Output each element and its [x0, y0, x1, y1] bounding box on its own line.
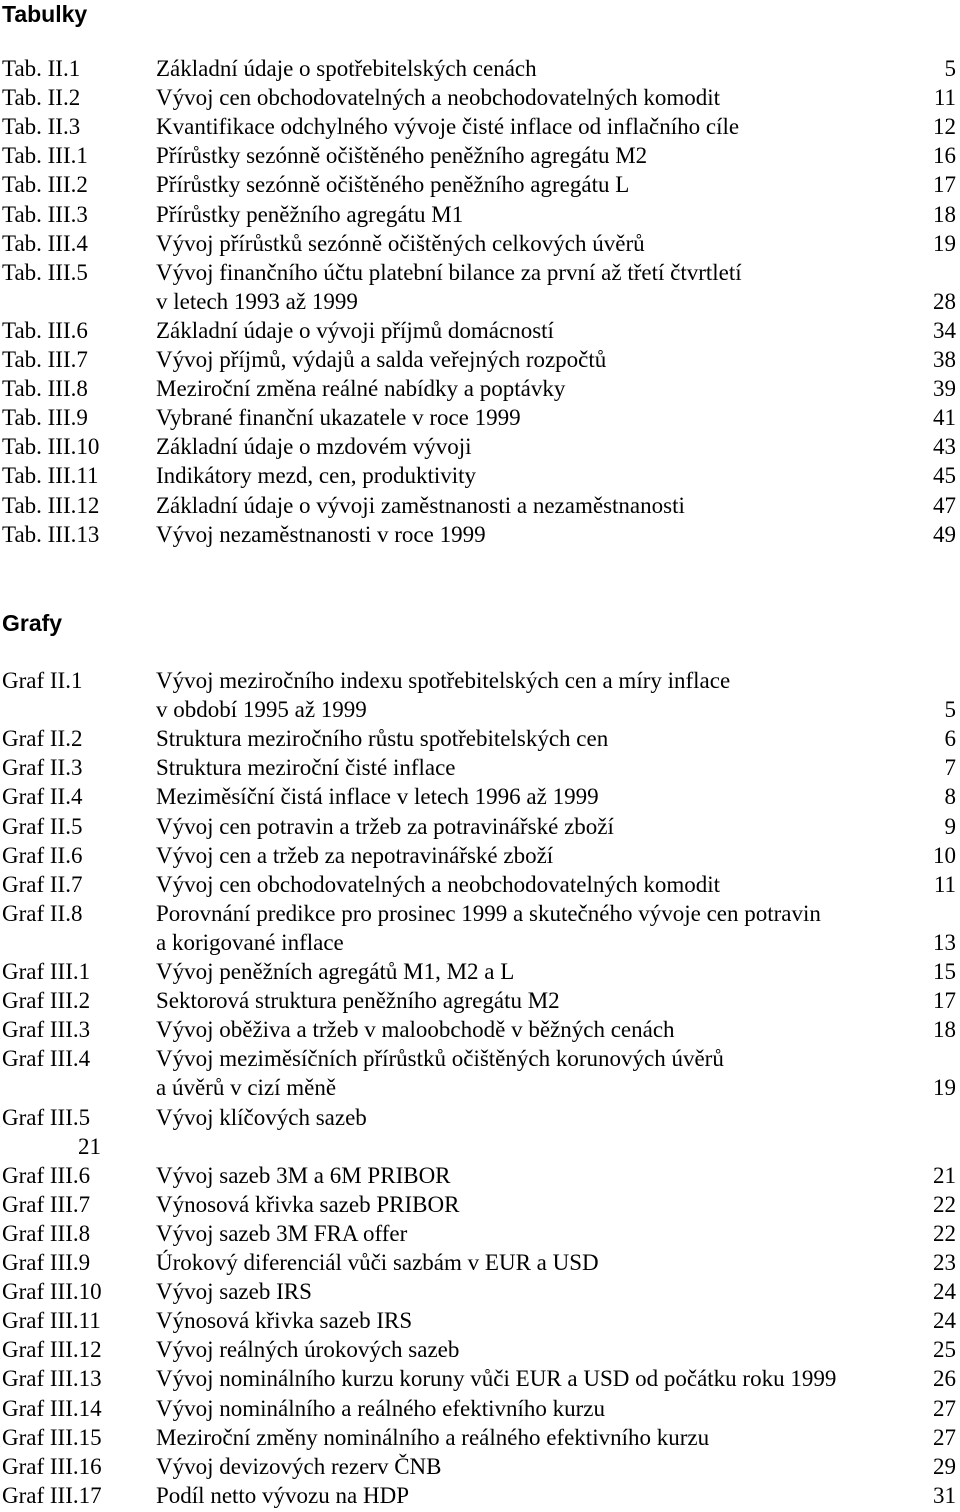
graph-entry: [0, 899, 960, 928]
table-entry-title: Kvantifikace odchylného vývoje čisté inflace od inflačního cíle: [156, 114, 740, 140]
graph-entry-code: Graf II.1: [2, 668, 83, 693]
graph-entry-page: 23: [933, 1250, 956, 1275]
graph-entry-page: 10: [933, 842, 956, 868]
graph-entry-title: Vývoj nominálního a reálného efektivního kurzu: [156, 1395, 606, 1421]
graph-entry-page: 8: [944, 784, 956, 810]
table-entry-code: Tab. II.3: [2, 114, 81, 140]
table-entry: [0, 316, 960, 345]
graph-entry-page: 24: [933, 1308, 956, 1334]
table-entry-code: Tab. III.7: [2, 347, 88, 372]
table-entry-page: 41: [933, 405, 956, 431]
table-entry: [0, 491, 960, 520]
graph-entry-title: Vývoj sazeb 3M FRA offer: [156, 1220, 408, 1246]
table-entry-title: Přírůstky peněžního agregátu M1: [156, 201, 464, 227]
graph-entry-page: 31: [933, 1482, 956, 1508]
graph-entry-code: Graf III.2: [2, 988, 91, 1014]
graph-entry: [0, 753, 960, 782]
table-entry-code: Tab. III.11: [2, 463, 99, 489]
graph-entry-code: Graf III.14: [2, 1395, 102, 1421]
table-entry-page: 12: [933, 114, 956, 140]
graph-entry: [0, 666, 960, 695]
graph-entry-title: Podíl netto vývozu na HDP: [156, 1482, 409, 1508]
graph-entry-page: 11: [933, 871, 956, 897]
graph-entry-code: Graf III.11: [2, 1308, 101, 1334]
graph-entry-code: Graf II.8: [2, 900, 83, 926]
table-entry: [0, 520, 960, 549]
graph-entry: [0, 1364, 960, 1393]
table-entry-page: 34: [933, 317, 956, 343]
graph-entry-code: Graf III.4: [2, 1046, 91, 1072]
tables-heading: Tabulky: [2, 1, 88, 27]
graph-entry-code: Graf III.9: [2, 1250, 91, 1275]
graph-entry-page: 7: [944, 755, 956, 781]
table-entry-code: Tab. III.3: [2, 201, 88, 227]
graph-entry-title: Vývoj peněžních agregátů M1, M2 a L: [156, 959, 515, 984]
graph-entry-title: Vývoj klíčových sazeb: [156, 1104, 367, 1130]
table-entry-code: Tab. III.8: [2, 376, 88, 402]
graph-entry: [0, 870, 960, 899]
graph-entry-title: Úrokový diferenciál vůči sazbám v EUR a USD: [156, 1250, 599, 1275]
table-entry: [0, 258, 960, 287]
graph-entry-code: Graf II.4: [2, 784, 83, 810]
table-entry-page: 16: [933, 143, 956, 169]
graph-entry-page: 15: [933, 959, 956, 984]
graph-entry: [0, 1335, 960, 1364]
graph-entry-code: Graf III.1: [2, 959, 91, 984]
graph-entry-page: 27: [933, 1395, 956, 1421]
graph-entry-title: Vývoj sazeb 3M a 6M PRIBOR: [156, 1162, 451, 1188]
graph-entry-code: Graf III.5: [2, 1104, 91, 1130]
table-entry: [0, 112, 960, 141]
table-entry-title: Základní údaje o vývoji příjmů domácností: [156, 317, 554, 343]
table-entry-title: Vývoj nezaměstnanosti v roce 1999: [156, 521, 486, 547]
graph-entry: [0, 1394, 960, 1423]
table-entry: [0, 461, 960, 490]
table-entry-page: 19: [933, 230, 956, 256]
table-entry-code: Tab. III.10: [2, 434, 100, 460]
graph-entry-page: 27: [933, 1424, 956, 1450]
table-entry: [0, 287, 960, 316]
graph-entry-code: Graf III.3: [2, 1017, 91, 1043]
table-entry-code: Tab. III.13: [2, 521, 100, 547]
graph-entry: [0, 1306, 960, 1335]
table-entry-code: Tab. III.1: [2, 143, 88, 169]
table-entry: [0, 403, 960, 432]
graph-entry-title: a úvěrů v cizí měně: [156, 1075, 337, 1101]
graph-entry-title: Struktura meziroční čisté inflace: [156, 755, 456, 781]
table-entry-page: 49: [933, 521, 956, 547]
graph-entry-code: Graf II.5: [2, 813, 83, 839]
table-entry-title: Vývoj příjmů, výdajů a salda veřejných rozpočtů: [156, 347, 607, 372]
graph-entry-page: 6: [944, 726, 956, 752]
table-entry-page: 43: [933, 434, 956, 460]
table-entry: [0, 141, 960, 170]
table-entry-title: Vývoj cen obchodovatelných a neobchodovatelných komodit: [156, 85, 720, 111]
graph-entry: [0, 841, 960, 870]
graph-entry-code: Graf III.10: [2, 1279, 102, 1305]
table-entry-code: Tab. III.2: [2, 172, 88, 198]
graph-entry-code: Graf III.17: [2, 1482, 102, 1508]
table-entry-page: 18: [933, 201, 956, 227]
table-entry: [0, 432, 960, 461]
table-entry-code: Tab. III.12: [2, 492, 100, 518]
table-entry: [0, 374, 960, 403]
graph-entry-title: Vývoj oběživa a tržeb v maloobchodě v běžných cenách: [156, 1017, 675, 1043]
graphs-heading: Grafy: [2, 610, 63, 636]
table-entry-title: Meziroční změna reálné nabídky a poptávky: [156, 376, 566, 402]
graph-entry: [0, 1277, 960, 1306]
graph-entry-title: Vývoj nominálního kurzu koruny vůči EUR a USD od počátku roku 1999: [156, 1366, 837, 1392]
table-entry-code: Tab. II.2: [2, 85, 81, 111]
graph-entry-page: 22: [933, 1220, 956, 1246]
table-entry-page: 28: [933, 288, 956, 314]
graph-entry-title: Meziměsíční čistá inflace v letech 1996 až 1999: [156, 784, 599, 810]
graph-entry: [0, 1132, 960, 1161]
table-entry-page: 5: [944, 56, 956, 81]
graph-entry-page: 22: [933, 1191, 956, 1217]
graph-entry-title: Vývoj meziměsíčních přírůstků očištěných korunových úvěrů: [156, 1046, 724, 1072]
graph-entry-code: Graf III.7: [2, 1191, 91, 1217]
table-entry-title: v letech 1993 až 1999: [156, 288, 358, 314]
graph-entry-code: Graf III.15: [2, 1424, 102, 1450]
graph-entry-code: Graf III.12: [2, 1337, 102, 1363]
graph-entry-page: 25: [933, 1337, 956, 1363]
table-entry: [0, 200, 960, 229]
table-entry-title: Vybrané finanční ukazatele v roce 1999: [156, 405, 521, 431]
table-entry-code: Tab. III.5: [2, 259, 88, 285]
graph-entry: [0, 1423, 960, 1452]
graph-entry-page: 9: [944, 813, 956, 839]
graph-entry: [0, 1219, 960, 1248]
graph-entry-title: Sektorová struktura peněžního agregátu M2: [156, 988, 560, 1014]
table-entry-title: Přírůstky sezónně očištěného peněžního agregátu L: [156, 172, 630, 198]
graph-entry-code: Graf III.16: [2, 1453, 102, 1479]
graph-entry: [0, 1015, 960, 1044]
graph-entry: [0, 695, 960, 724]
graph-entry-title: v období 1995 až 1999: [156, 697, 367, 723]
graph-entry-page: 21: [933, 1162, 956, 1188]
table-entry: [0, 54, 960, 83]
table-entry-title: Vývoj finančního účtu platební bilance za první až třetí čtvrtletí: [156, 259, 742, 285]
graph-entry-title: Struktura meziročního růstu spotřebitelských cen: [156, 726, 609, 752]
graph-entry-page: 5: [944, 697, 956, 723]
graph-entry-title: Meziroční změny nominálního a reálného efektivního kurzu: [156, 1424, 710, 1450]
graph-entry-page: 19: [933, 1075, 956, 1101]
graph-entry: [0, 986, 960, 1015]
graph-entry-code: Graf II.3: [2, 755, 83, 781]
table-entry-title: Indikátory mezd, cen, produktivity: [156, 463, 477, 489]
graph-entry-code: 21: [78, 1133, 101, 1159]
table-entry-code: Tab. III.4: [2, 230, 88, 256]
graph-entry: [0, 1073, 960, 1102]
graph-entry: [0, 1248, 960, 1277]
graph-entry-title: Vývoj cen obchodovatelných a neobchodovatelných komodit: [156, 871, 720, 897]
graph-entry-code: Graf III.8: [2, 1220, 91, 1246]
graph-entry: [0, 1452, 960, 1481]
graph-entry-title: Vývoj cen a tržeb za nepotravinářské zboží: [156, 842, 554, 868]
graph-entry-title: Výnosová křivka sazeb IRS: [156, 1308, 413, 1334]
graph-entry: [0, 1190, 960, 1219]
table-entry-code: Tab. III.9: [2, 405, 88, 431]
graph-entry: [0, 957, 960, 986]
table-entry: [0, 83, 960, 112]
graph-entry-page: 29: [933, 1453, 956, 1479]
table-entry: [0, 170, 960, 199]
table-entry-title: Základní údaje o spotřebitelských cenách: [156, 56, 537, 81]
table-entry: [0, 345, 960, 374]
graph-entry-page: 17: [933, 988, 956, 1014]
graph-entry: [0, 1103, 960, 1132]
table-entry: [0, 229, 960, 258]
graph-entry-page: 13: [933, 929, 956, 955]
graph-entry-code: Graf III.6: [2, 1162, 91, 1188]
table-entry-page: 17: [933, 172, 956, 198]
graph-entry-page: 26: [933, 1366, 956, 1392]
graph-entry-code: Graf II.2: [2, 726, 83, 752]
graph-entry: [0, 812, 960, 841]
table-entry-page: 11: [933, 85, 956, 111]
table-entry-title: Základní údaje o vývoji zaměstnanosti a nezaměstnanosti: [156, 492, 685, 518]
table-entry-page: 47: [933, 492, 956, 518]
graph-entry-title: Vývoj cen potravin a tržeb za potravinářské zboží: [156, 813, 614, 839]
table-entry-page: 45: [933, 463, 956, 489]
table-entry-code: Tab. III.6: [2, 317, 88, 343]
table-entry-title: Vývoj přírůstků sezónně očištěných celkových úvěrů: [156, 230, 645, 256]
graph-entry-title: Vývoj devizových rezerv ČNB: [156, 1453, 442, 1479]
graph-entry-code: Graf II.6: [2, 842, 83, 868]
graph-entry-code: Graf III.13: [2, 1366, 102, 1392]
table-entry-title: Základní údaje o mzdovém vývoji: [156, 434, 472, 460]
graph-entry: [0, 724, 960, 753]
graph-entry-page: 24: [933, 1279, 956, 1305]
table-entry-page: 38: [933, 347, 956, 372]
graph-entry: [0, 782, 960, 811]
graph-entry: [0, 1044, 960, 1073]
graph-entry-title: Porovnání predikce pro prosinec 1999 a skutečného vývoje cen potravin: [156, 900, 821, 926]
table-entry-title: Přírůstky sezónně očištěného peněžního agregátu M2: [156, 143, 648, 169]
graph-entry: [0, 928, 960, 957]
table-entry-code: Tab. II.1: [2, 56, 81, 81]
graph-entry-title: Vývoj meziročního indexu spotřebitelských cen a míry inflace: [156, 668, 731, 693]
graph-entry-title: Vývoj reálných úrokových sazeb: [156, 1337, 460, 1363]
graph-entry-code: Graf II.7: [2, 871, 83, 897]
table-entry-page: 39: [933, 376, 956, 402]
graph-entry-title: Výnosová křivka sazeb PRIBOR: [156, 1191, 460, 1217]
graph-entry-title: a korigované inflace: [156, 929, 344, 955]
graph-entry-title: Vývoj sazeb IRS: [156, 1279, 312, 1305]
graph-entry-page: 18: [933, 1017, 956, 1043]
graph-entry: [0, 1161, 960, 1190]
graph-entry: [0, 1481, 960, 1510]
